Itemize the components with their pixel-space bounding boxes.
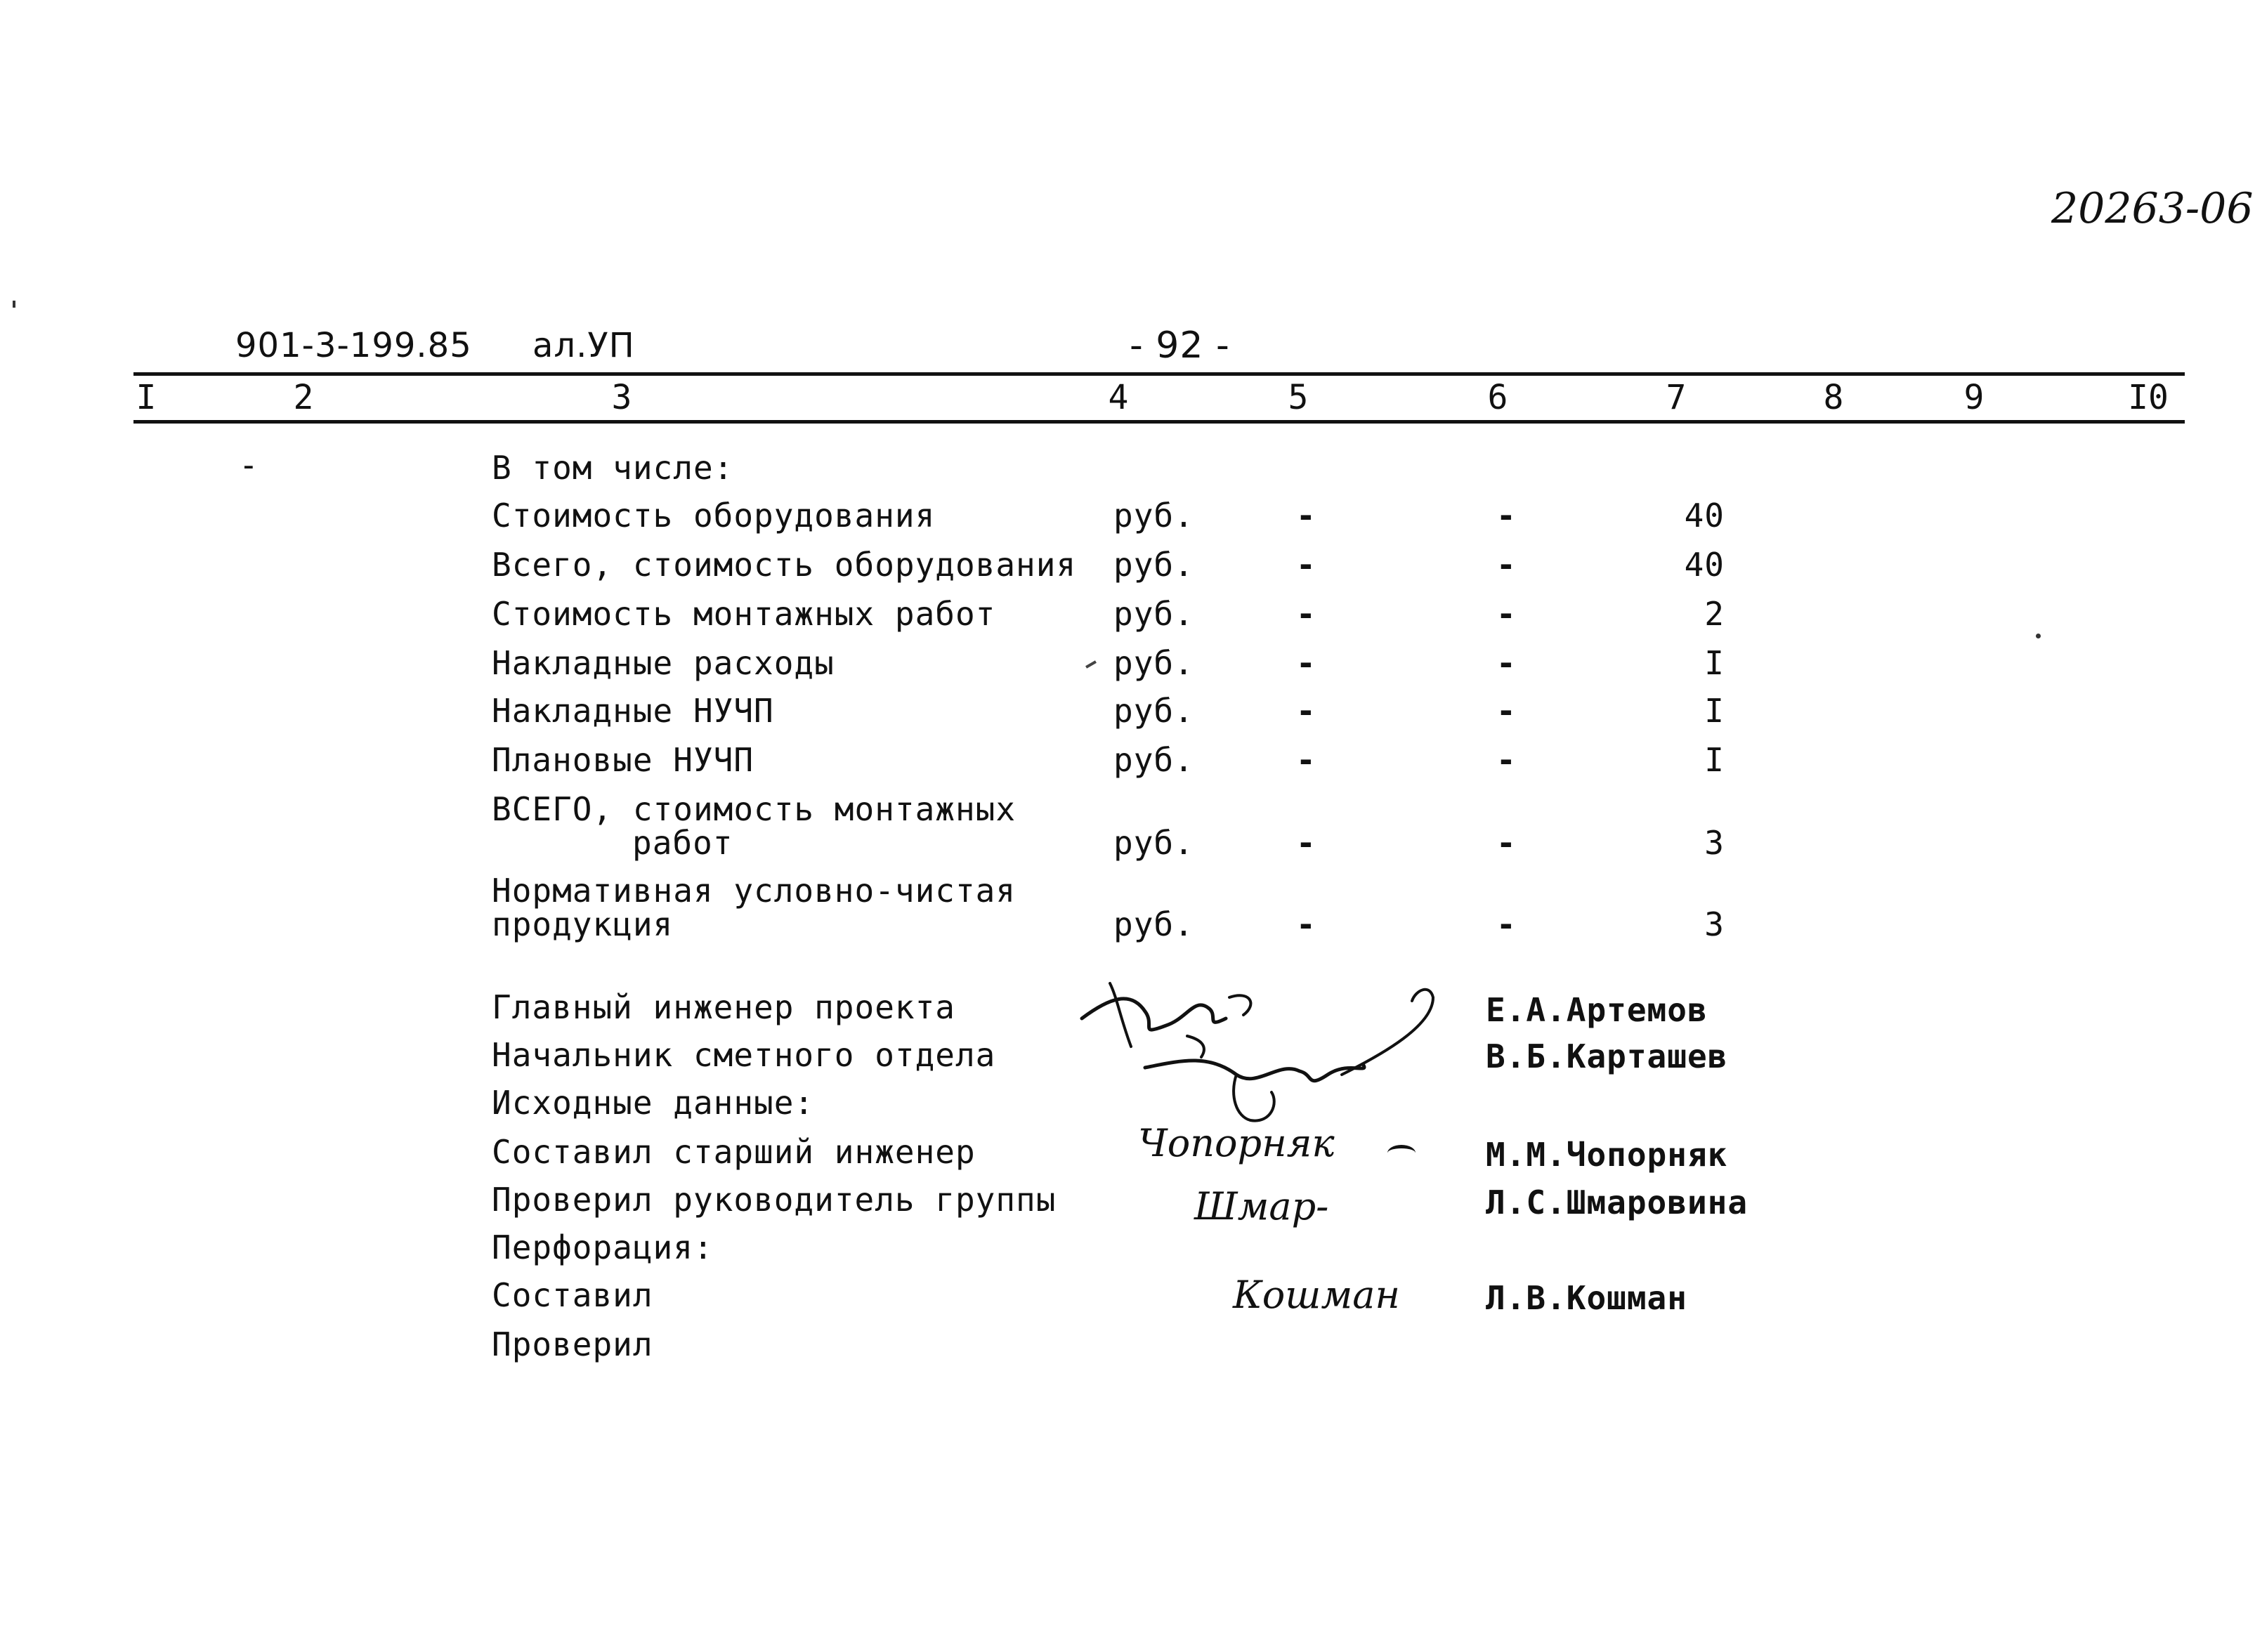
row-label: Накладные расходы — [492, 644, 835, 682]
doc-code: 901-3-199.85 — [235, 326, 472, 365]
page-number: - 92 - — [1130, 324, 1230, 367]
row-col7: 40 — [1684, 546, 1725, 584]
column-number: 4 — [1108, 378, 1129, 417]
album-label: ал.УП — [532, 326, 635, 365]
row-col5: - — [1296, 692, 1316, 730]
column-number: 7 — [1666, 378, 1687, 417]
row-label: Плановые НУЧП — [492, 741, 754, 779]
signature-name: Л.С.Шмаровина — [1486, 1184, 1749, 1221]
row-col6: - — [1496, 644, 1517, 682]
row-col7: I — [1704, 741, 1725, 779]
row-label-continuation: продукция — [492, 905, 674, 943]
row-col5: - — [1296, 824, 1316, 862]
column-number: 2 — [293, 378, 314, 417]
column2-dash: - — [239, 446, 259, 484]
row-col6: - — [1496, 595, 1517, 633]
column-number: 9 — [1963, 378, 1985, 417]
row-col5: - — [1296, 905, 1316, 943]
row-label: Всего, стоимость оборудования — [492, 546, 1077, 584]
section-heading: В том числе: — [492, 449, 734, 487]
choporniak-signature-tail — [1387, 1145, 1416, 1161]
signature-name: Е.А.Артемов — [1486, 991, 1708, 1029]
row-unit: руб. — [1113, 546, 1194, 584]
signature-role: Начальник сметного отдела — [492, 1036, 996, 1074]
row-col6: - — [1496, 905, 1517, 943]
row-label: ВСЕГО, стоимость монтажных — [492, 790, 1017, 828]
shmarovina-signature: Шмар- — [1194, 1184, 1329, 1228]
row-col5: - — [1296, 741, 1316, 779]
row-label: Нормативная условно-чистая — [492, 872, 1017, 910]
signature-role: Составил — [492, 1276, 653, 1314]
signature-role: Составил старший инженер — [492, 1133, 976, 1171]
row-col7: I — [1704, 644, 1725, 682]
row-unit: руб. — [1113, 644, 1194, 682]
row-col5: - — [1296, 546, 1316, 584]
koshman-signature: Кошман — [1233, 1273, 1400, 1317]
table-top-rule — [133, 372, 2185, 376]
row-col6: - — [1496, 692, 1517, 730]
signature-name: М.М.Чопорняк — [1486, 1136, 1728, 1174]
row-col7: 2 — [1704, 595, 1725, 633]
signature-name: В.Б.Карташев — [1486, 1037, 1728, 1075]
row-col7: 3 — [1704, 824, 1725, 862]
column-number: 8 — [1823, 378, 1844, 417]
signature-role: Проверил руководитель группы — [492, 1181, 1057, 1219]
row-unit: руб. — [1113, 595, 1194, 633]
row-label: Накладные НУЧП — [492, 692, 774, 730]
row-unit: руб. — [1113, 497, 1194, 535]
row-col6: - — [1496, 824, 1517, 862]
row-label: Стоимость оборудования — [492, 497, 936, 535]
choporniak-signature: Чопорняк — [1138, 1121, 1335, 1165]
archive-number: 20263-06 — [2051, 184, 2254, 233]
row-col7: 3 — [1704, 905, 1725, 943]
column-number: 5 — [1288, 378, 1309, 417]
scan-speck — [2036, 634, 2041, 638]
scan-speck — [13, 301, 15, 308]
row-col5: - — [1296, 595, 1316, 633]
row-unit: руб. — [1113, 905, 1194, 943]
artemov-kartashev-signature — [1068, 969, 1461, 1145]
row-col5: - — [1296, 497, 1316, 535]
signature-role: Проверил — [492, 1325, 653, 1363]
row-unit: руб. — [1113, 824, 1194, 862]
signature-role: Главный инженер проекта — [492, 988, 955, 1026]
signature-role: Перфорация: — [492, 1228, 714, 1266]
column-number: 6 — [1487, 378, 1508, 417]
row-label: Стоимость монтажных работ — [492, 595, 996, 633]
table-header-rule — [133, 420, 2185, 424]
row-col6: - — [1496, 741, 1517, 779]
row-unit: руб. — [1113, 741, 1194, 779]
row-col7: 40 — [1684, 497, 1725, 535]
row-col6: - — [1496, 546, 1517, 584]
row-col7: I — [1704, 692, 1725, 730]
signature-name: Л.В.Кошман — [1486, 1279, 1687, 1317]
row-label-continuation: работ — [632, 824, 733, 862]
stray-tick — [1085, 660, 1097, 668]
column-number: I0 — [2128, 378, 2169, 417]
signature-role: Исходные данные: — [492, 1084, 815, 1122]
column-number: I — [136, 378, 157, 417]
row-col5: - — [1296, 644, 1316, 682]
row-col6: - — [1496, 497, 1517, 535]
column-number: 3 — [611, 378, 632, 417]
row-unit: руб. — [1113, 692, 1194, 730]
